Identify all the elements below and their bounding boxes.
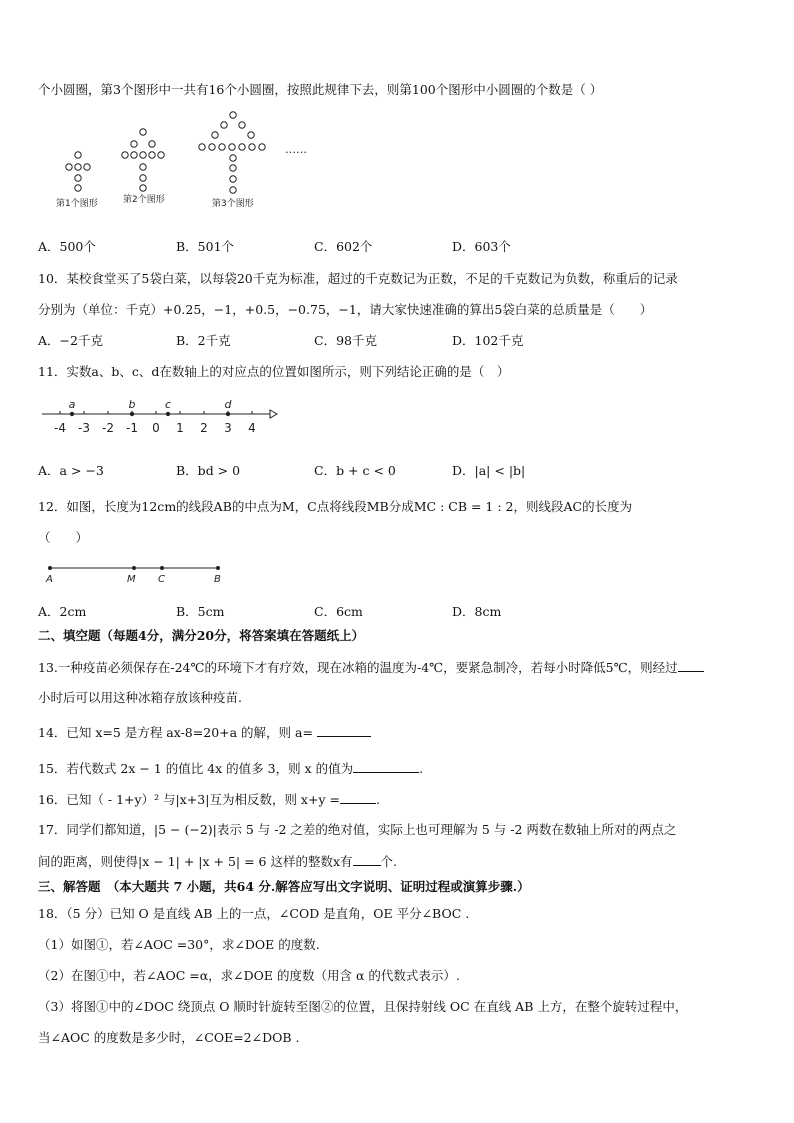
q9-circle-figures [40, 108, 370, 208]
tick-label: 4 [248, 421, 256, 435]
q18-part3-line1: （3）将图①中的∠DOC 绕顶点 O 顺时针旋转至图②的位置，且保持射线 OC 在直线 AB 上方，在整个旋转过程中， [38, 999, 688, 1014]
tick-label: 1 [176, 421, 184, 435]
section2-heading: 二、填空题（每题4分，满分20分，将答案填在答题纸上） [38, 628, 365, 643]
q12-segment-figure [42, 560, 242, 590]
q11-number-line [40, 396, 280, 438]
q11-option-a: A．a > −3 [38, 463, 104, 478]
q11-option-d: D．|a| < |b| [452, 463, 526, 478]
tick-label: -4 [54, 421, 66, 435]
q18-part2: （2）在图①中，若∠AOC =α，求∠DOE 的度数（用含 α 的代数式表示）. [38, 968, 460, 983]
q9-stem: 个小圆圈，第3个图形中一共有16个小圆圈，按照此规律下去，则第100个图形中小圆圈的个数是（ ） [38, 82, 603, 97]
q10-line2: 分别为（单位：千克）+0.25，−1，+0.5，−0.75，−1，请大家快速准确的算出5袋白菜的总质量是（ ） [38, 302, 653, 317]
q18-stem: 18．（5 分）已知 O 是直线 AB 上的一点，∠COD 是直角，OE 平分∠BOC . [38, 906, 470, 921]
point-m-label: M [127, 574, 136, 585]
point-c-label: C [158, 574, 165, 585]
q13-line2: 小时后可以用这种冰箱存放该种疫苗. [38, 690, 242, 705]
point-a [70, 412, 74, 416]
point-c-label: c [164, 398, 172, 411]
q15-text: 15．若代数式 2x − 1 的值比 4x 的值多 3，则 x 的值为 [38, 761, 354, 776]
q9-option-c: C．602个 [314, 239, 373, 254]
q14-text: 14．已知 x=5 是方程 ax-8=20+a 的解，则 a= [38, 725, 313, 740]
q17-line2 [38, 853, 397, 870]
q14-blank[interactable] [317, 724, 371, 737]
q17-blank[interactable] [353, 853, 381, 866]
point-b-label: b [128, 398, 136, 411]
point-c [166, 412, 170, 416]
q15-end: . [419, 761, 424, 776]
q9-option-a: A．500个 [38, 239, 96, 254]
tick-label: 3 [224, 421, 232, 435]
tick-label: -3 [78, 421, 90, 435]
q11-option-b: B．bd > 0 [176, 463, 241, 478]
q13-text: 13.一种疫苗必须保存在-24℃的环境下才有疗效，现在冰箱的温度为-4℃，要紧急制冷，若每小时降低5℃，则经过 [38, 660, 678, 675]
point-a-label: A [46, 574, 53, 585]
figure-1 [66, 152, 90, 191]
figure-2-label: 第2个图形 [123, 195, 165, 205]
figure-1-label: 第1个图形 [56, 199, 98, 208]
q9-ellipsis: …… [285, 143, 307, 156]
tick-label: 2 [200, 421, 208, 435]
q13-blank[interactable] [678, 659, 704, 672]
q10-option-a: A．−2千克 [38, 333, 103, 348]
q16-end: . [375, 792, 380, 807]
point-a-label: a [68, 398, 76, 411]
q10-option-b: B．2千克 [176, 333, 231, 348]
q13-line1 [38, 659, 704, 676]
point-b [130, 412, 134, 416]
q12-option-d: D．8cm [452, 604, 502, 619]
q11-stem: 11．实数a、b、c、d在数轴上的对应点的位置如图所示，则下列结论正确的是（ ） [38, 364, 510, 379]
point-d-label: d [224, 398, 232, 411]
q12-line1: 12．如图，长度为12cm的线段AB的中点为M，C点将线段MB分成MC : CB = 1 : 2，则线段AC的长度为 [38, 499, 633, 514]
q17-end: 个. [380, 854, 397, 869]
section3-heading: 三、解答题 （本大题共 7 小题，共64 分.解答应写出文字说明、证明过程或演算步骤.） [38, 879, 530, 894]
q18-part1: （1）如图①，若∠AOC =30°，求∠DOE 的度数. [38, 937, 320, 952]
q12-option-c: C．6cm [314, 604, 363, 619]
q12-option-a: A．2cm [38, 604, 87, 619]
q15 [38, 760, 423, 777]
q9-option-d: D．603个 [452, 239, 511, 254]
q15-blank[interactable] [353, 760, 419, 773]
q11-option-c: C．b + c < 0 [314, 463, 396, 478]
figure-2 [122, 129, 164, 191]
figure-3 [199, 112, 265, 193]
point-d [226, 412, 230, 416]
q17-text: 间的距离，则使得|x − 1| + |x + 5| = 6 这样的整数x有 [38, 854, 353, 869]
q9-option-b: B．501个 [176, 239, 235, 254]
q17-line1: 17．同学们都知道，|5 − (−2)|表示 5 与 -2 之差的绝对值，实际上也可理解为 5 与 -2 两数在数轴上所对的两点之 [38, 822, 677, 837]
tick-label: -2 [102, 421, 114, 435]
q12-line2: （ ） [38, 530, 89, 545]
tick-label: 0 [152, 421, 160, 435]
q10-option-d: D．102千克 [452, 333, 524, 348]
q18-part3-line2: 当∠AOC 的度数是多少时，∠COE=2∠DOB . [38, 1030, 300, 1045]
q12-option-b: B．5cm [176, 604, 225, 619]
q14 [38, 724, 371, 741]
q16-blank[interactable] [340, 791, 376, 804]
tick-label: -1 [126, 421, 138, 435]
figure-3-label: 第3个图形 [212, 199, 254, 208]
point-b-label: B [214, 574, 221, 585]
q16 [38, 791, 380, 808]
q10-option-c: C．98千克 [314, 333, 377, 348]
q16-text: 16．已知（ - 1+y）² 与|x+3|互为相反数，则 x+y = [38, 792, 340, 807]
q10-line1: 10．某校食堂买了5袋白菜，以每袋20千克为标准，超过的千克数记为正数，不足的千克数记为负数，称重后的记录 [38, 271, 678, 286]
